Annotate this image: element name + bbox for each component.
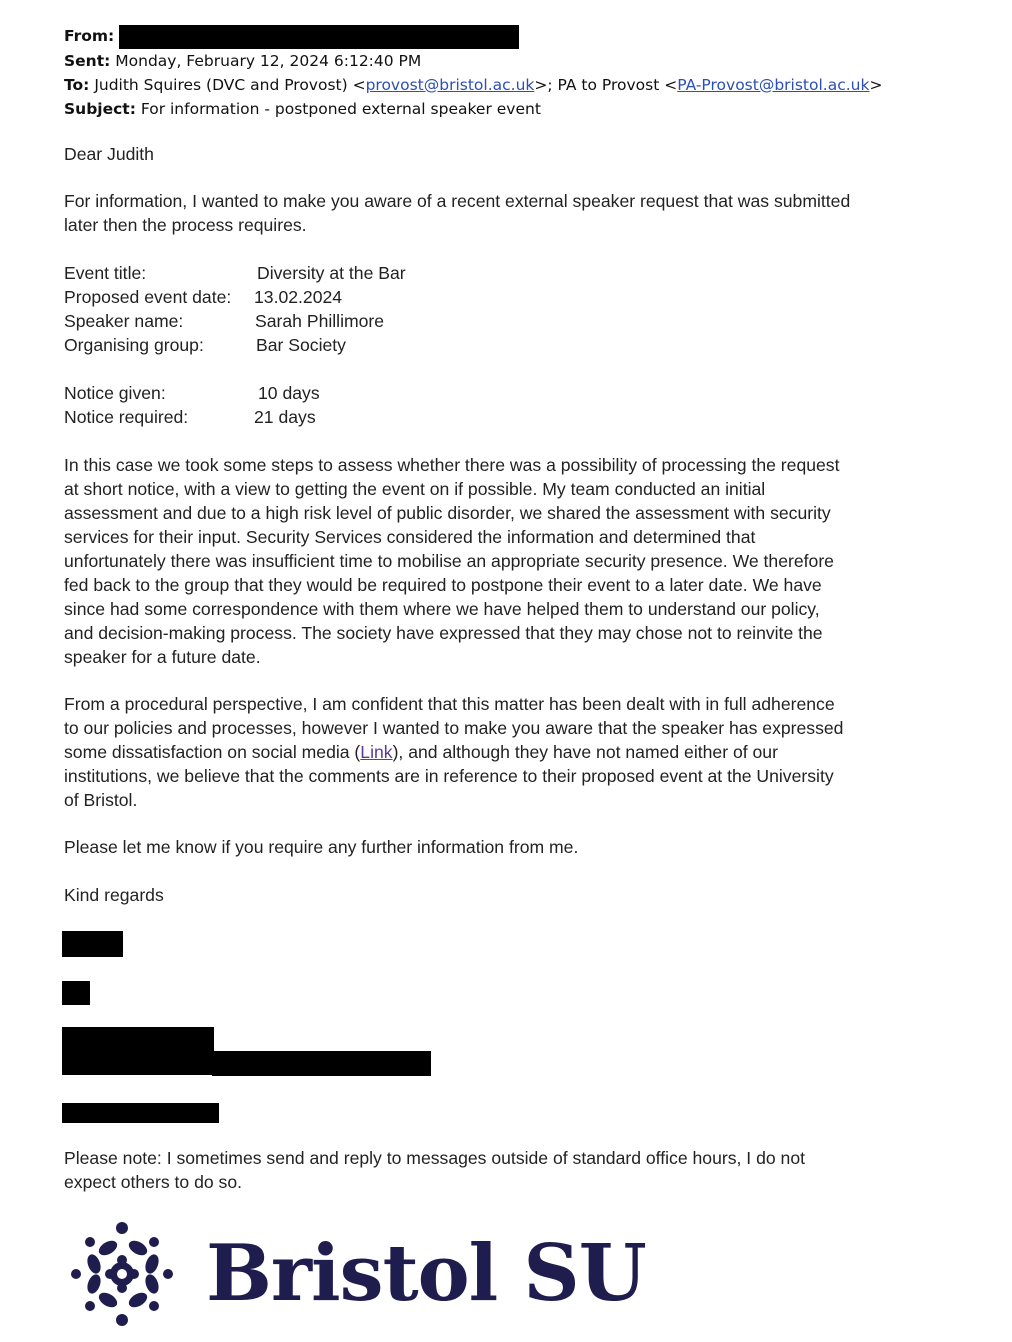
notice-required-label: Notice required:: [64, 407, 189, 427]
closing-request-text: Please let me know if you require any further information from me.: [64, 837, 579, 857]
redacted-sender: [119, 25, 519, 49]
greeting: [64, 142, 944, 166]
notice-required-value: 21 days: [254, 407, 316, 427]
email-header: [64, 24, 882, 121]
bristol-su-logo: [66, 1218, 646, 1328]
to-label: To:: [64, 75, 90, 94]
para1-line: at short notice, with a view to getting the event on if possible. My team conducted an initial: [64, 479, 766, 499]
intro-paragraph: [64, 189, 944, 237]
para1-line: since had some correspondence with them where we have helped them to understand our policy,: [64, 599, 820, 619]
organising-group-label: Organising group:: [64, 335, 204, 355]
para1-line: unfortunately there was insufficient time to mobilise an appropriate security presence. We therefore: [64, 551, 834, 571]
sent-label: Sent:: [64, 51, 111, 70]
to-row: [64, 73, 882, 97]
bristol-su-emblem-icon: [66, 1218, 178, 1330]
from-label: From:: [64, 27, 115, 45]
redacted-signature-name: [62, 931, 123, 957]
redacted-signature-title-ext: [212, 1051, 431, 1076]
event-date-label: Proposed event date:: [64, 287, 232, 307]
to-end: >: [869, 75, 883, 94]
social-media-link[interactable]: Link: [360, 742, 393, 762]
notice-given-label: Notice given:: [64, 383, 166, 403]
closing-request: [64, 835, 944, 859]
speaker-name-label: Speaker name:: [64, 311, 184, 331]
sign-off-text: Kind regards: [64, 885, 164, 905]
subject-row: [64, 97, 882, 121]
para2-line-3-after: ), and although they have not named either of our: [392, 742, 778, 762]
redacted-signature-contact: [62, 1103, 219, 1123]
greeting-text: Dear Judith: [64, 144, 154, 164]
notice-given-value: 10 days: [258, 383, 320, 403]
from-row: [64, 24, 882, 49]
para2-line-3-before: some dissatisfaction on social media (: [64, 742, 361, 762]
office-hours-note: [64, 1146, 944, 1194]
para2-line-5: of Bristol.: [64, 790, 138, 810]
event-date-value: 13.02.2024: [254, 287, 343, 307]
sign-off: [64, 883, 944, 907]
redacted-signature-initial: [62, 981, 90, 1005]
para1-line: In this case we took some steps to assess whether there was a possibility of processing the request: [64, 455, 840, 475]
para1-line: assessment and due to a high risk level of public disorder, we shared the assessment with security: [64, 503, 831, 523]
note-line-1: Please note: I sometimes send and reply to messages outside of standard office hours, I do not: [64, 1148, 805, 1168]
organising-group-value: Bar Society: [256, 335, 346, 355]
intro-line-1: For information, I wanted to make you aware of a recent external speaker request that was submitted: [64, 191, 851, 211]
sent-row: [64, 49, 882, 73]
para2-line-2: to our policies and processes, however I wanted to make you aware that the speaker has expressed: [64, 718, 844, 738]
pa-provost-email-link[interactable]: PA-Provost@bristol.ac.uk: [677, 75, 870, 94]
logo-wordmark: Bristol SU: [206, 1228, 646, 1319]
speaker-name-value: Sarah Phillimore: [255, 311, 385, 331]
para1-line: services for their input. Security Services considered the information and determined that: [64, 527, 756, 547]
provost-email-link[interactable]: provost@bristol.ac.uk: [365, 75, 535, 94]
event-title-value: Diversity at the Bar: [257, 263, 406, 283]
event-title-label: Event title:: [64, 263, 147, 283]
intro-line-2: later then the process requires.: [64, 215, 307, 235]
para1-line: speaker for a future date.: [64, 647, 261, 667]
procedural-paragraph: [64, 692, 944, 812]
para1-line: fed back to the group that they would be required to postpone their event to a later date. We have: [64, 575, 822, 595]
redacted-signature-title: [62, 1027, 214, 1075]
to-name-provost: Judith Squires (DVC and Provost) <: [94, 75, 366, 94]
note-line-2: expect others to do so.: [64, 1172, 242, 1192]
event-details: [64, 261, 664, 361]
para2-line-3: [64, 740, 944, 764]
notice-details: [64, 381, 664, 431]
assessment-paragraph: [64, 453, 944, 669]
to-separator: >; PA to Provost <: [534, 75, 678, 94]
para1-line: and decision-making process. The society have expressed that they may chose not to reinvite the: [64, 623, 823, 643]
subject-value: For information - postponed external speaker event: [140, 99, 541, 118]
para2-line-1: From a procedural perspective, I am confident that this matter has been dealt with in full adherence: [64, 694, 835, 714]
subject-label: Subject:: [64, 99, 136, 118]
sent-value: Monday, February 12, 2024 6:12:40 PM: [115, 51, 422, 70]
para2-line-4: institutions, we believe that the comments are in reference to their proposed event at the University: [64, 766, 834, 786]
